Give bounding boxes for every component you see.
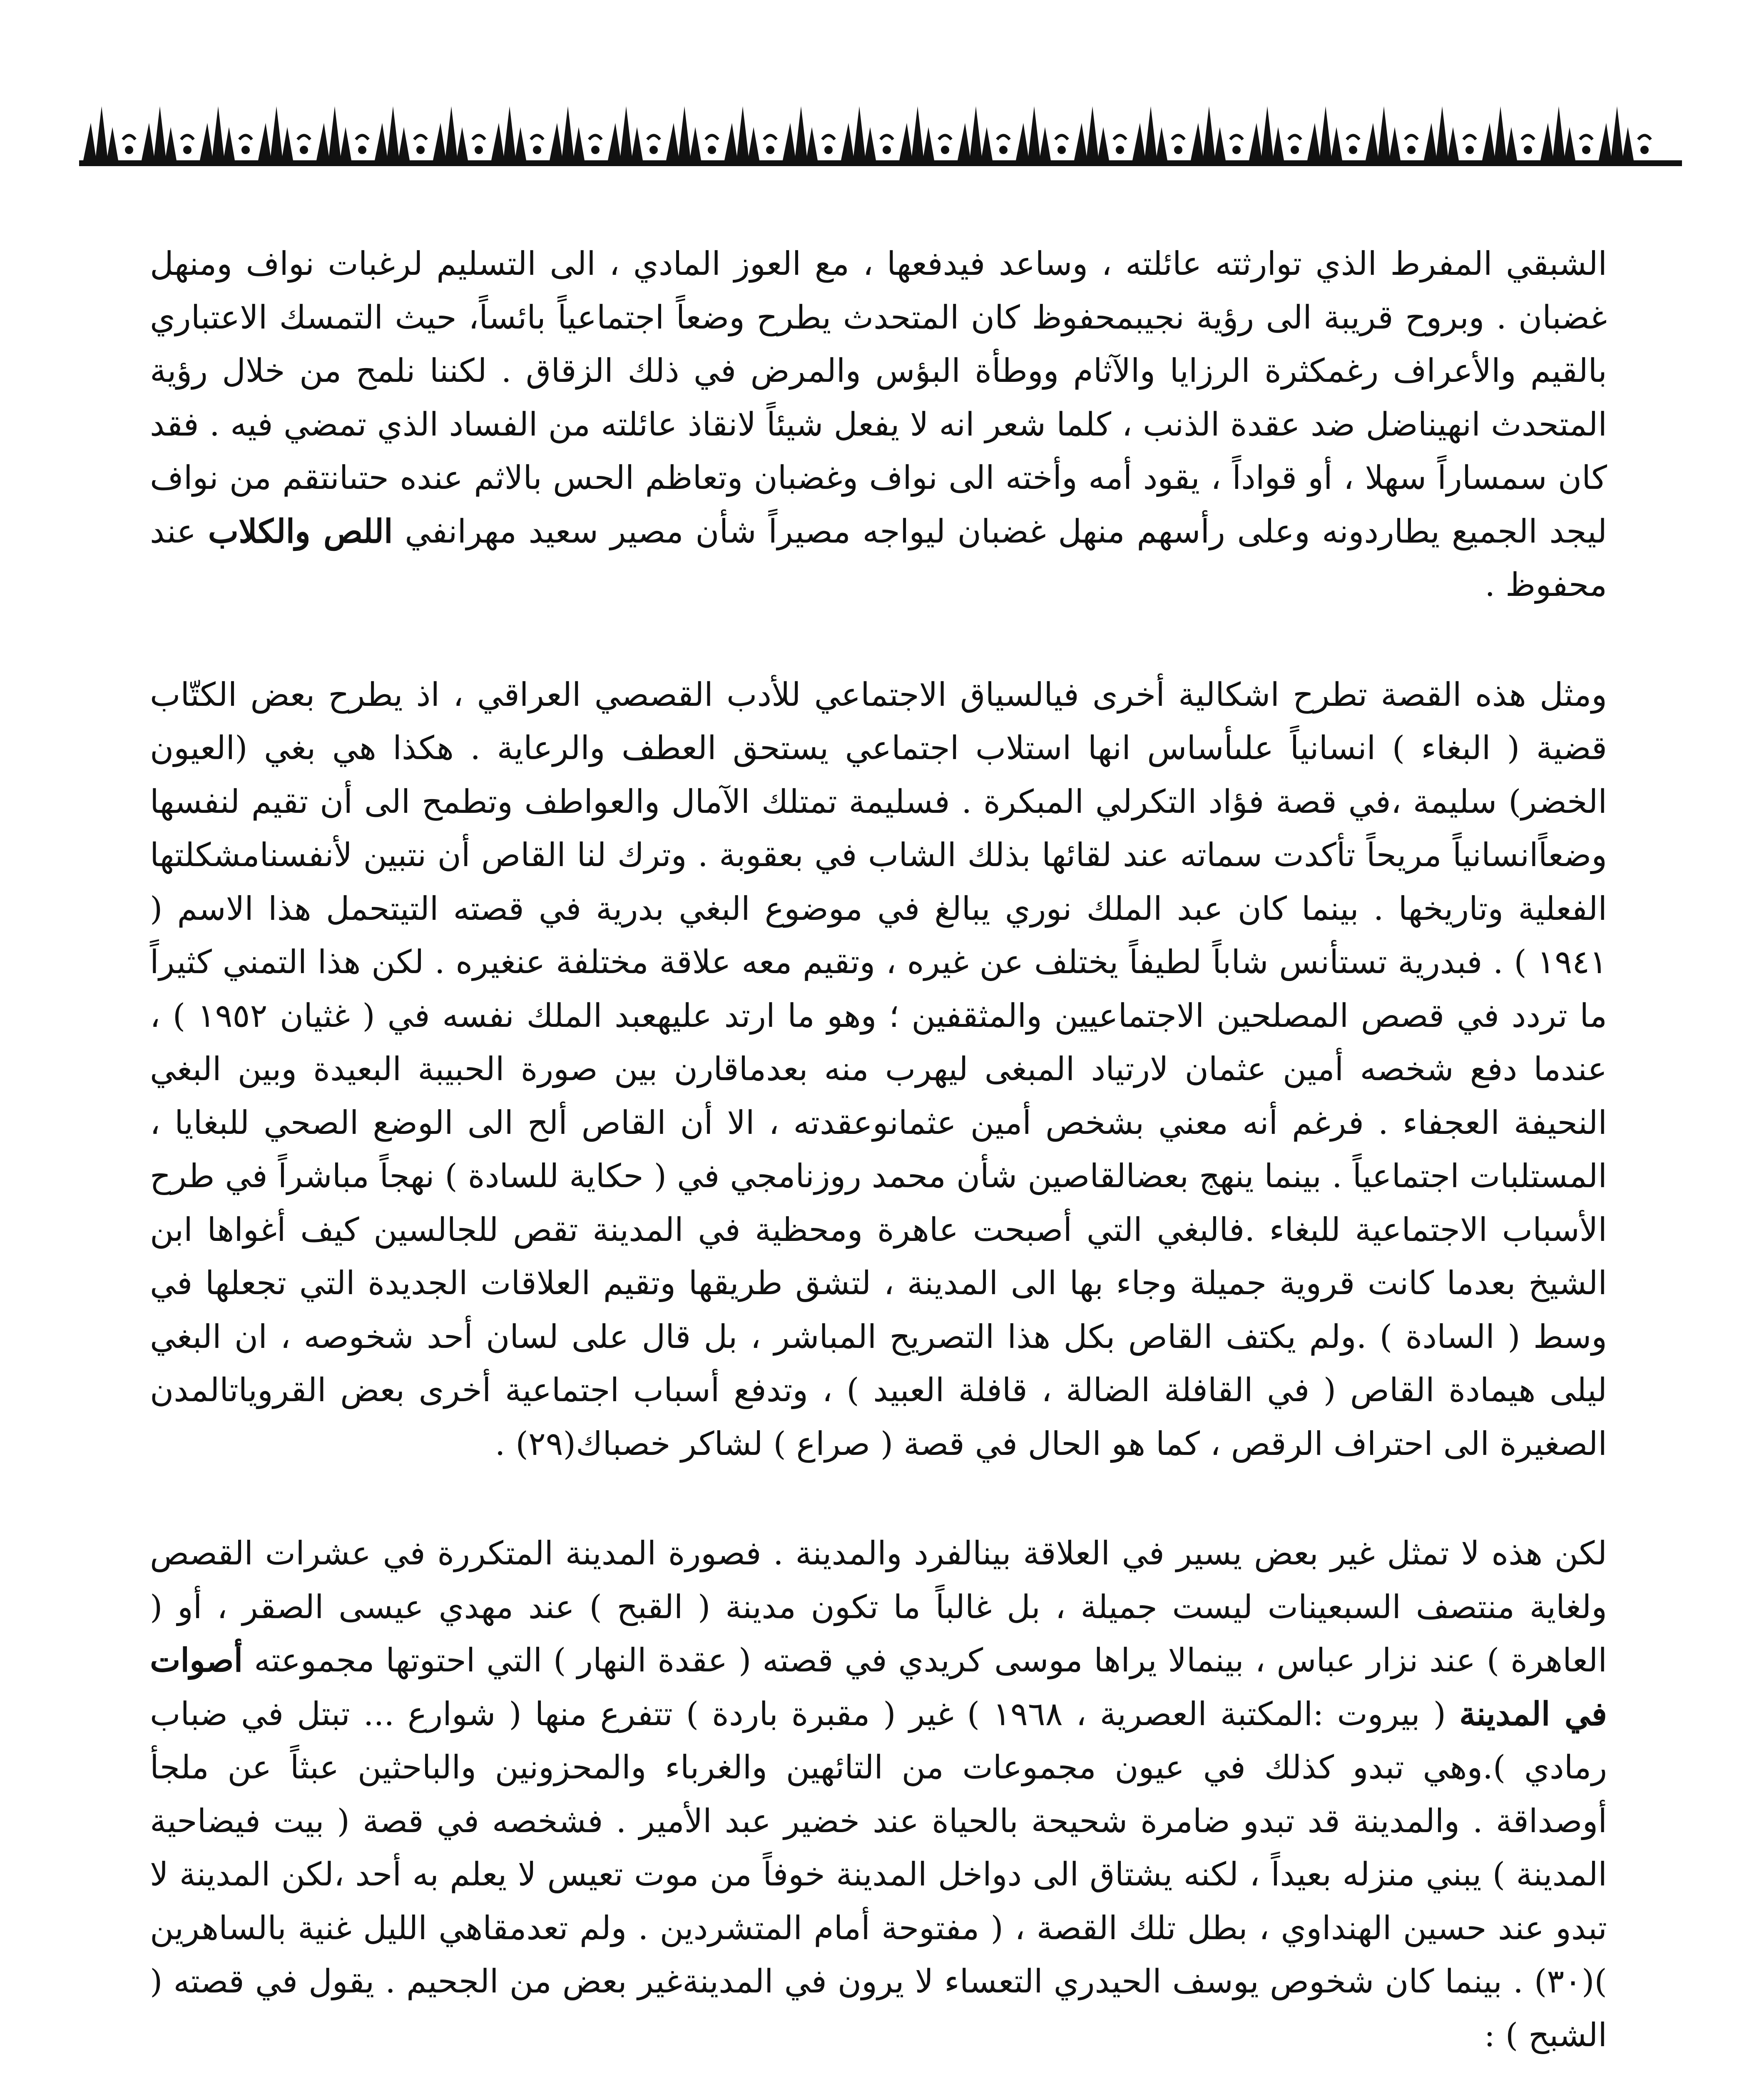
paragraph-1 [150, 237, 1607, 612]
paragraph-3-text: لكن هذه لا تمثل غير بعض يسير في العلاقة بينالفرد والمدينة . فصورة المدينة المتكررة في عشرات القصص ولغاية منتصف السبعينات ليست جميلة ، بل غالباً ما تكون مدينة ( القبح ) عند مهدي عيسى الصقر ، أو ( العاهرة ) عند نزار عباس ، بينمالا يراها موسى كريدي في قصته ( عقدة النهار ) التي احتوتها مجموعته [150, 1535, 1607, 1679]
paragraph-3 [150, 1527, 1607, 2062]
header-ornament [79, 98, 1682, 173]
paragraph-1-tail: عند محفوظ . [150, 513, 1607, 604]
collection-title-bold: أصوات في المدينة [150, 1641, 1607, 1733]
page-body [150, 237, 1607, 2082]
paragraph-2-text: ومثل هذه القصة تطرح اشكالية أخرى فيالسياق الاجتماعي للأدب القصصي العراقي ، اذ يطرح بعض الكتّاب قضية ( البغاء ) انسانياً علىأساس انها استلاب اجتماعي يستحق العطف والرعاية . هكذا هي بغي (العيون الخضر) سليمة ،في قصة فؤاد التكرلي المبكرة . فسليمة تمتلك الآمال والعواطف وتطمح الى أن تقيم لنفسها وضعاًانسانياً مريحاً تأكدت سماته عند لقائها بذلك الشاب في بعقوبة . وترك لنا القاص أن نتبين لأنفسنامشكلتها الفعلية وتاريخها . بينما كان عبد الملك نوري يبالغ في موضوع البغي بدرية في قصته التيتحمل هذا الاسم ( ١٩٤١ ) . فبدرية تستأنس شاباً لطيفاً يختلف عن غيره ، وتقيم معه علاقة مختلفة عنغيره . لكن هذا التمني كثيراً ما تردد في قصص المصلحين الاجتماعيين والمثقفين ؛ وهو ما ارتد عليهعبد الملك نفسه في ( غثيان ١٩٥٢ ) ، عندما دفع شخصه أمين عثمان لارتياد المبغى ليهرب منه بعدماقارن بين صورة الحبيبة البعيدة وبين البغي النحيفة العجفاء . فرغم أنه معني بشخص أمين عثمانوعقدته ، الا أن القاص ألح الى الوضع الصحي للبغايا ، المستلبات اجتماعياً . بينما ينهج بعضالقاصين شأن محمد روزنامجي في ( حكاية للسادة ) نهجاً مباشراً في طرح الأسباب الاجتماعية للبغاء .فالبغي التي أصبحت عاهرة ومحظية في المدينة تقص للجالسين كيف أغواها ابن الشيخ بعدما كانت قروية جميلة وجاء بها الى المدينة ، لتشق طريقها وتقيم العلاقات الجديدة التي تجعلها في وسط ( السادة ) .ولم يكتف القاص بكل هذا التصريح المباشر ، بل قال على لسان أحد شخوصه ، ان البغي ليلى هيمادة القاص ( في القافلة الضالة ، قافلة العبيد ) ، وتدفع أسباب اجتماعية أخرى بعض القروياتالمدن الصغيرة الى احتراف الرقص ، كما هو الحال في قصة ( صراع ) لشاكر خصباك(٢٩) . [150, 676, 1607, 1463]
paragraph-2 [150, 668, 1607, 1471]
paragraph-1-text: الشبقي المفرط الذي توارثته عائلته ، وساعد فيدفعها ، مع العوز المادي ، الى التسليم لرغبات نواف ومنهل غضبان . وبروح قريبة الى رؤية نجيبمحفوظ كان المتحدث يطرح وضعاً اجتماعياً بائساً، حيث التمسك الاعتباري بالقيم والأعراف رغمكثرة الرزايا والآثام ووطأة البؤس والمرض في ذلك الزقاق . لكننا نلمح من خلال رؤية المتحدث انهيناضل ضد عقدة الذنب ، كلما شعر انه لا يفعل شيئاً لانقاذ عائلته من الفساد الذي تمضي فيه . فقد كان سمساراً سهلا ، أو قواداً ، يقود أمه وأخته الى نواف وغضبان وتعاظم الحس بالاثم عنده حتىانتقم من نواف ليجد الجميع يطاردونه وعلى رأسهم منهل غضبان ليواجه مصيراً شأن مصير سعيد مهرانفي [150, 245, 1607, 550]
paragraph-3-tail: ( بيروت :المكتبة العصرية ، ١٩٦٨ ) غير ( مقبرة باردة ) تتفرع منها ( شوارع ... تبتل في ضباب رمادي ).وهي تبدو كذلك في عيون مجموعات من التائهين والغرباء والمحزونين والباحثين عبثاً عن ملجأ أوصداقة . والمدينة قد تبدو ضامرة شحيحة بالحياة عند خضير عبد الأمير . فشخصه في قصة ( بيت فيضاحية المدينة ) يبني منزله بعيداً ، لكنه يشتاق الى دواخل المدينة خوفاً من موت تعيس لا يعلم به أحد ،لكن المدينة لا تبدو عند حسين الهنداوي ، بطل تلك القصة ، ( مفتوحة أمام المتشردين . ولم تعدمقاهي الليل غنية بالساهرين )(٣٠) . بينما كان شخوص يوسف الحيدري التعساء لا يرون في المدينةغير بعض من الجحيم . يقول في قصته ( الشبح ) : [150, 1695, 1607, 2054]
book-title-bold: اللص والكلاب [208, 512, 393, 550]
